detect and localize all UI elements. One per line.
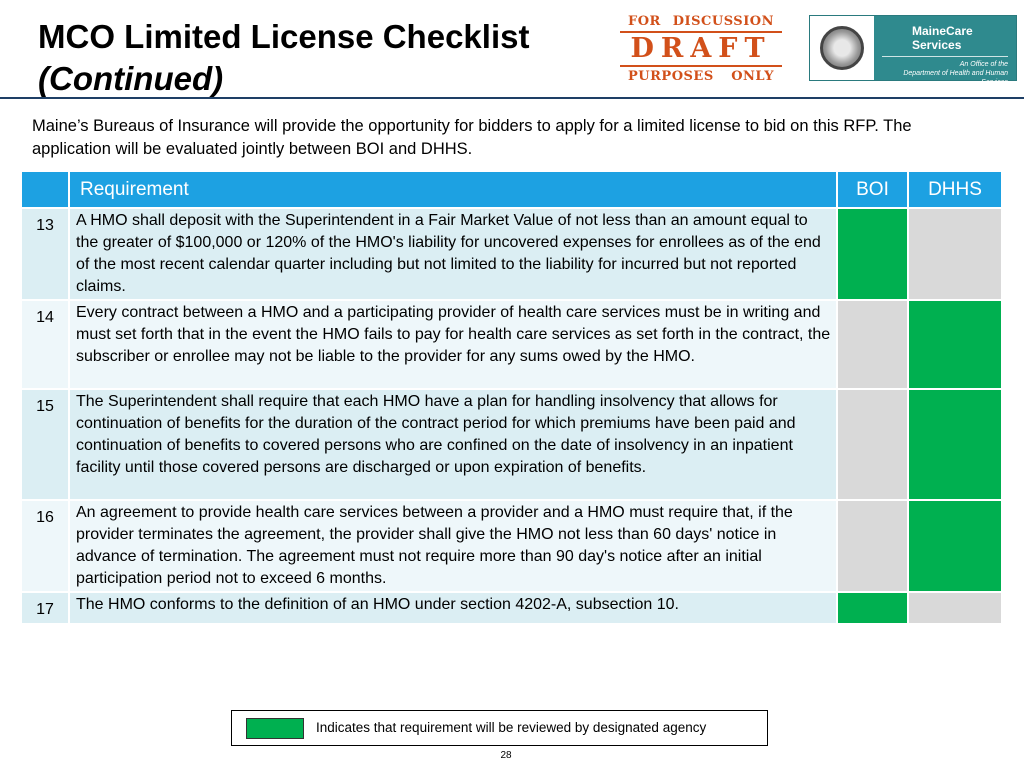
table-row	[21, 592, 1002, 624]
boi-indicator	[837, 300, 908, 389]
row-requirement: The HMO conforms to the definition of an HMO under section 4202-A, subsection 10.	[69, 592, 837, 624]
header-num	[21, 171, 69, 208]
boi-indicator	[837, 208, 908, 300]
table-row	[21, 500, 1002, 592]
boi-indicator	[837, 592, 908, 624]
header-boi: BOI	[837, 171, 908, 208]
logo-sub-2: Department of Health and Human Services	[903, 70, 1008, 86]
header-dhhs: DHHS	[908, 171, 1002, 208]
slide-title: MCO Limited License Checklist	[38, 18, 530, 55]
draft-stamp	[618, 12, 784, 88]
row-number: 13	[21, 208, 69, 300]
requirements-table	[20, 170, 1003, 625]
row-requirement: The Superintendent shall require that each HMO have a plan for handling insolvency that allows for continuation of benefits for the duration of the contract period for which premiums have been paid and continuation of benefits to covered persons who are confined on the date of insolvency in an inpatient facility until those covered persons are discharged or upon expiration of benefits.	[69, 389, 837, 500]
row-number: 16	[21, 500, 69, 592]
logo-name: MaineCare Services	[882, 24, 1008, 57]
page-number: 28	[500, 750, 512, 761]
dhhs-indicator	[908, 389, 1002, 500]
row-number: 14	[21, 300, 69, 389]
legend-swatch	[246, 718, 304, 739]
logo-sub-1: An Office of the	[959, 61, 1008, 68]
draft-stamp-word: DRAFT	[630, 33, 772, 64]
legend-text: Indicates that requirement will be reviewed by designated agency	[316, 720, 707, 735]
header-requirement: Requirement	[69, 171, 837, 208]
draft-stamp-rule-bottom	[620, 65, 782, 67]
header-divider	[0, 97, 1024, 99]
boi-indicator	[837, 389, 908, 500]
dhhs-indicator	[908, 300, 1002, 389]
boi-indicator	[837, 500, 908, 592]
slide-subtitle: (Continued)	[38, 60, 224, 97]
row-number: 17	[21, 592, 69, 624]
draft-stamp-for: FOR	[628, 14, 661, 29]
draft-stamp-top	[618, 14, 784, 29]
row-requirement: Every contract between a HMO and a participating provider of health care services must be in writing and must set forth that in the event the HMO fails to pay for health care services as set forth in the contract, the subscriber or enrollee may not be liable to the provider for any sums owed by the HMO.	[69, 300, 837, 389]
draft-stamp-discussion: DISCUSSION	[672, 14, 774, 29]
row-requirement: A HMO shall deposit with the Superintendent in a Fair Market Value of not less than an amount equal to the greater of $100,000 or 120% of the HMO's liability for uncovered expenses for enrollees as of the end of the most recent calendar quarter including but not limited to the liability for incurred but not reported claims.	[69, 208, 837, 300]
draft-stamp-only: ONLY	[731, 69, 774, 84]
legend-box	[231, 710, 768, 746]
intro-paragraph: Maine’s Bureaus of Insurance will provide the opportunity for bidders to apply for a limited license to bid on this RFP. The application will be evaluated jointly between BOI and DHHS.	[32, 117, 912, 158]
mainecare-logo	[809, 15, 1017, 86]
row-number: 15	[21, 389, 69, 500]
dhhs-indicator	[908, 500, 1002, 592]
dhhs-indicator	[908, 592, 1002, 624]
table-row	[21, 208, 1002, 300]
state-seal-emblem	[820, 26, 864, 70]
draft-stamp-purposes: PURPOSES	[628, 69, 714, 84]
dhhs-indicator	[908, 208, 1002, 300]
logo-text	[874, 16, 1016, 86]
table-row	[21, 389, 1002, 500]
draft-stamp-bottom	[618, 69, 784, 84]
row-requirement: An agreement to provide health care services between a provider and a HMO must require that, if the provider terminates the agreement, the provider shall give the HMO not less than 60 days' notice in advance of termination. The agreement must not require more than 90 day's notice after an initial participation period not to exceed 6 months.	[69, 500, 837, 592]
table-row	[21, 300, 1002, 389]
state-seal-icon	[810, 16, 874, 80]
table-header-row	[21, 171, 1002, 208]
